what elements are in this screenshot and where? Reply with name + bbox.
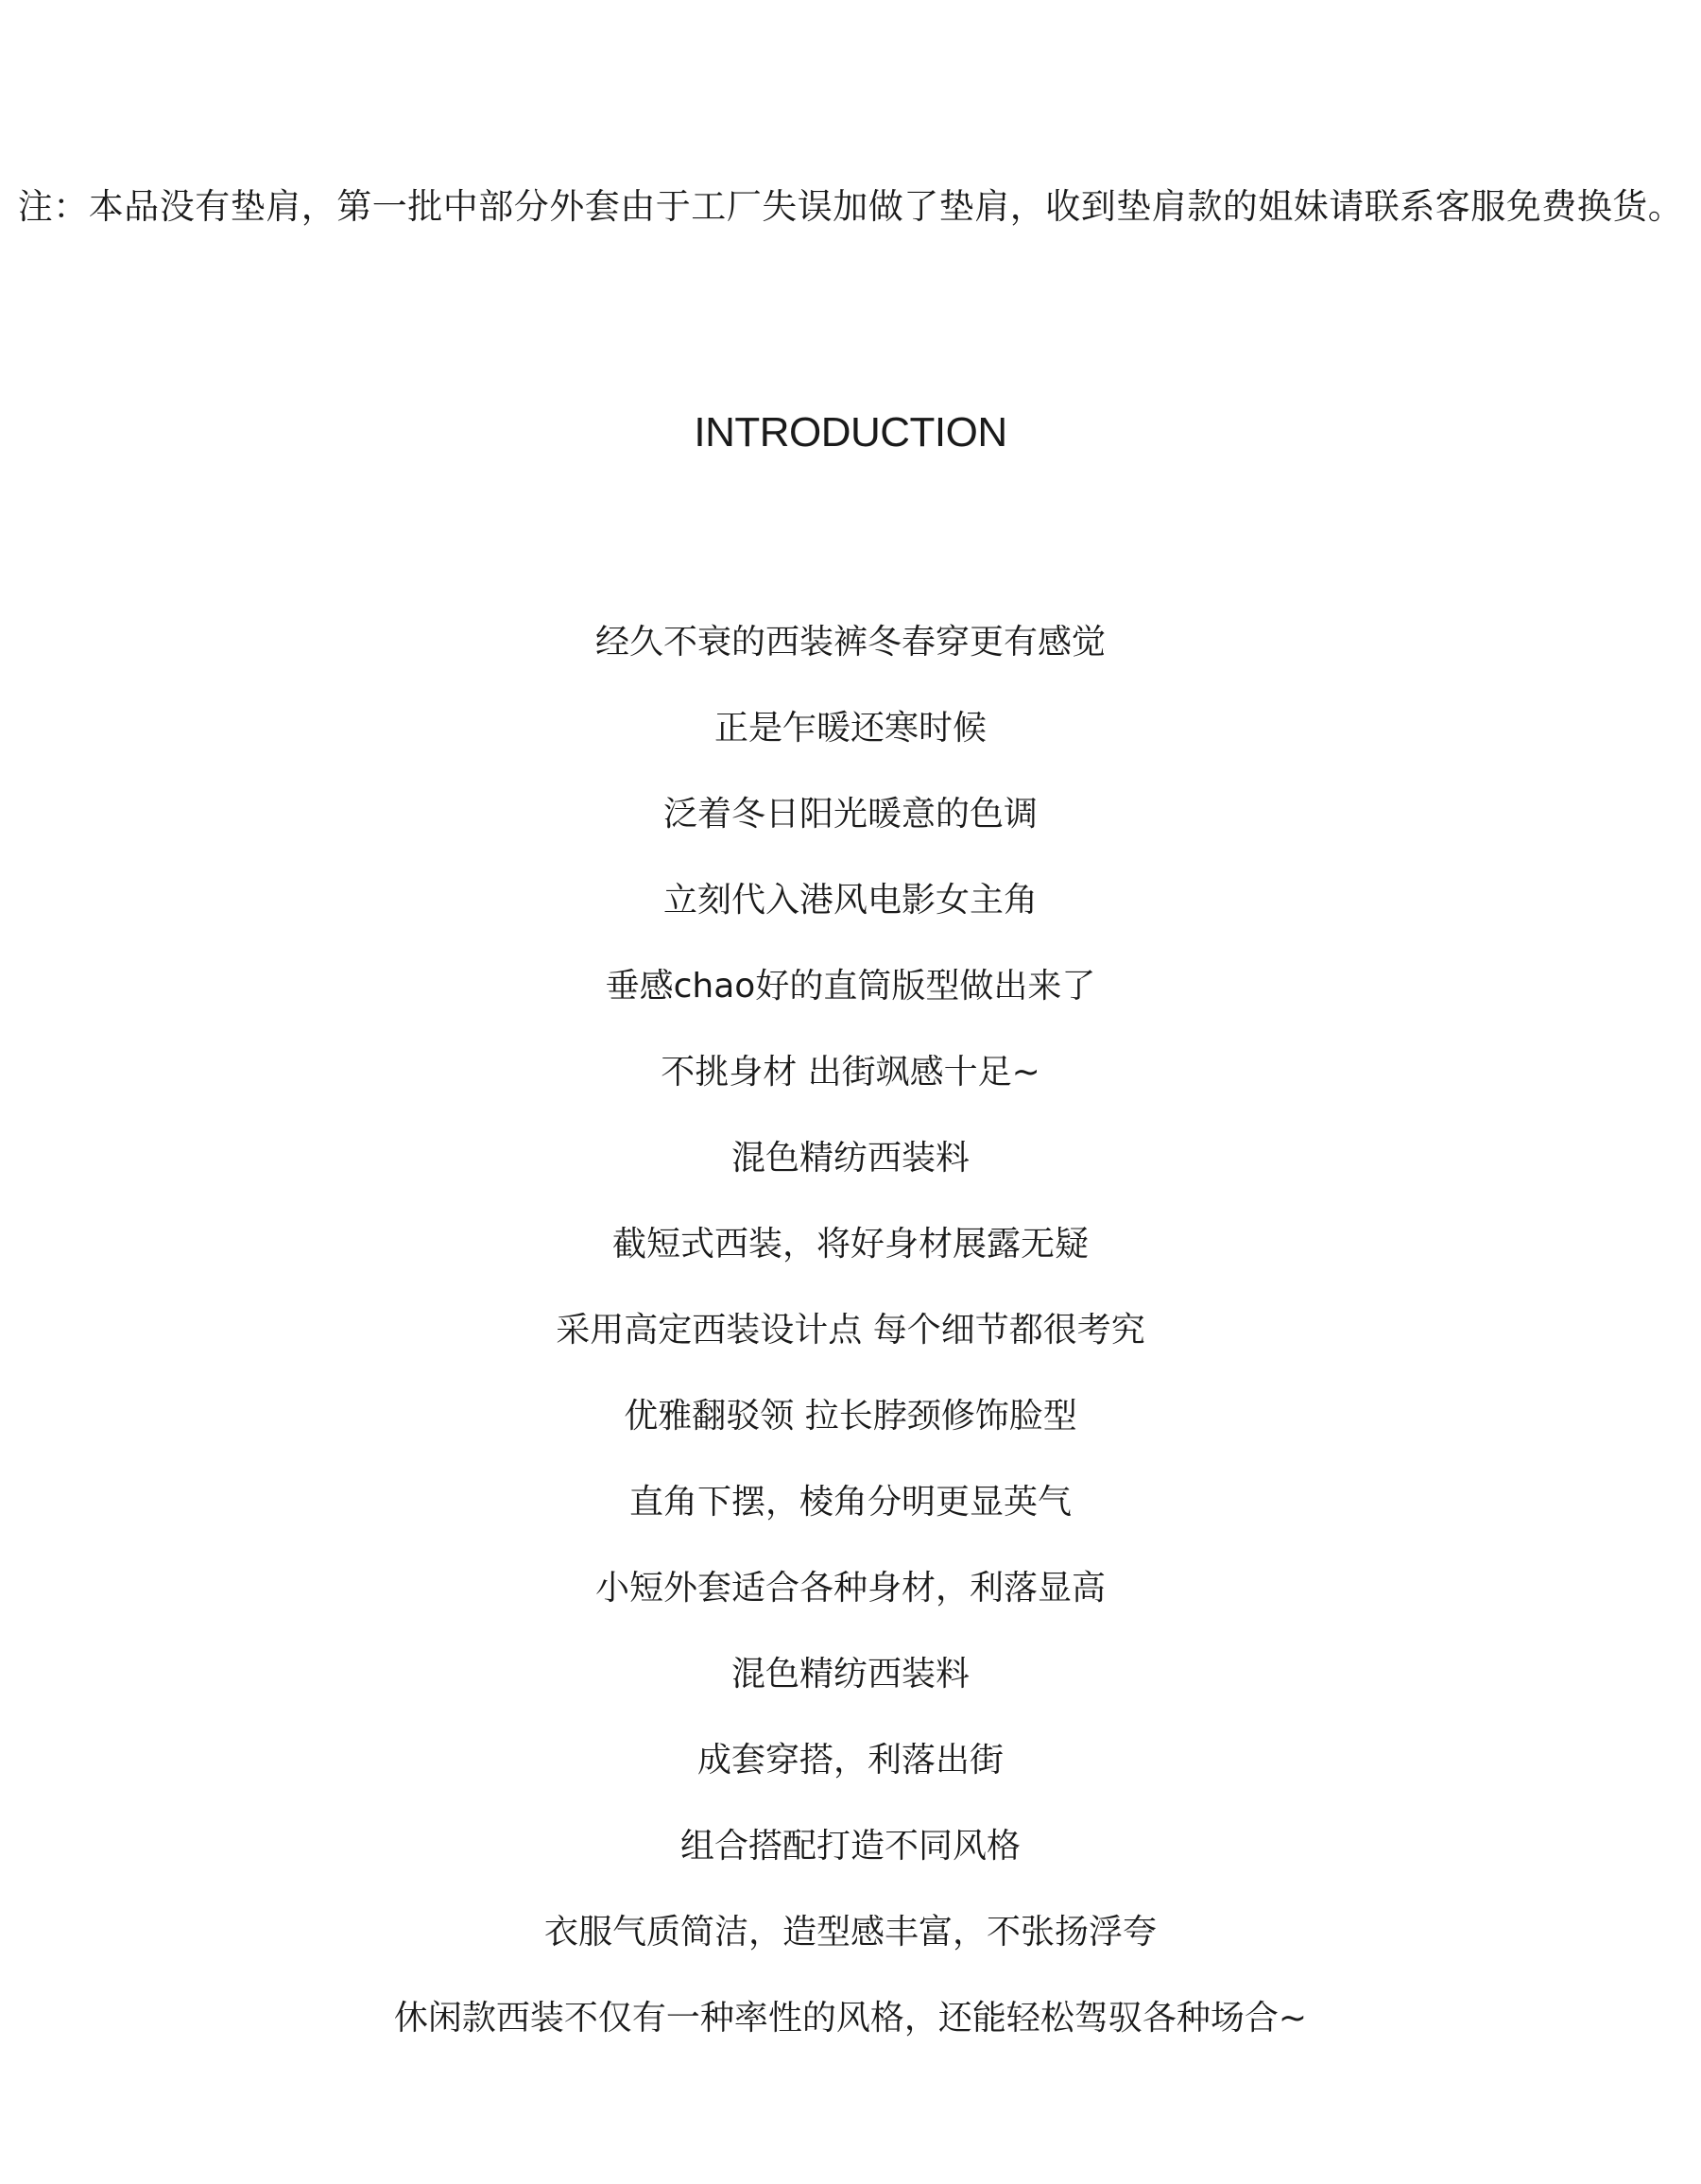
description-line: 截短式西装，将好身材展露无疑 [611,1225,1089,1264]
description-line: 休闲款西装不仅有一种率性的风格，还能轻松驾驭各种场合~ [393,1999,1308,2038]
description-line: 组合搭配打造不同风格 [679,1827,1021,1866]
description-line: 混色精纺西装料 [730,1139,970,1178]
description-line: 优雅翻驳领 拉长脖颈修饰脸型 [624,1397,1077,1436]
notice-text: 注：本品没有垫肩，第一批中部分外套由于工厂失误加做了垫肩，收到垫肩款的姐妹请联系客服免费换货。 [17,186,1684,227]
description-lines [0,614,1701,2076]
description-line: 垂感chao好的直筒版型做出来了 [605,967,1096,1006]
description-line: 泛着冬日阳光暖意的色调 [662,795,1038,834]
description-line: 衣服气质简洁，造型感丰富，不张扬浮夸 [543,1913,1157,1952]
description-line: 混色精纺西装料 [730,1655,970,1694]
description-line: 采用高定西装设计点 每个细节都很考究 [556,1311,1145,1350]
description-line: 立刻代入港风电影女主角 [662,881,1038,920]
description-line: 经久不衰的西装裤冬春穿更有感觉 [594,623,1106,662]
description-line: 直角下摆，棱角分明更显英气 [628,1483,1072,1522]
description-line: 正是乍暖还寒时候 [713,709,987,748]
description-line: 成套穿搭，利落出街 [696,1741,1004,1780]
section-heading: INTRODUCTION [694,409,1007,456]
description-line: 小短外套适合各种身材，利落显高 [594,1569,1106,1608]
description-line: 不挑身材 出街飒感十足~ [661,1053,1040,1092]
